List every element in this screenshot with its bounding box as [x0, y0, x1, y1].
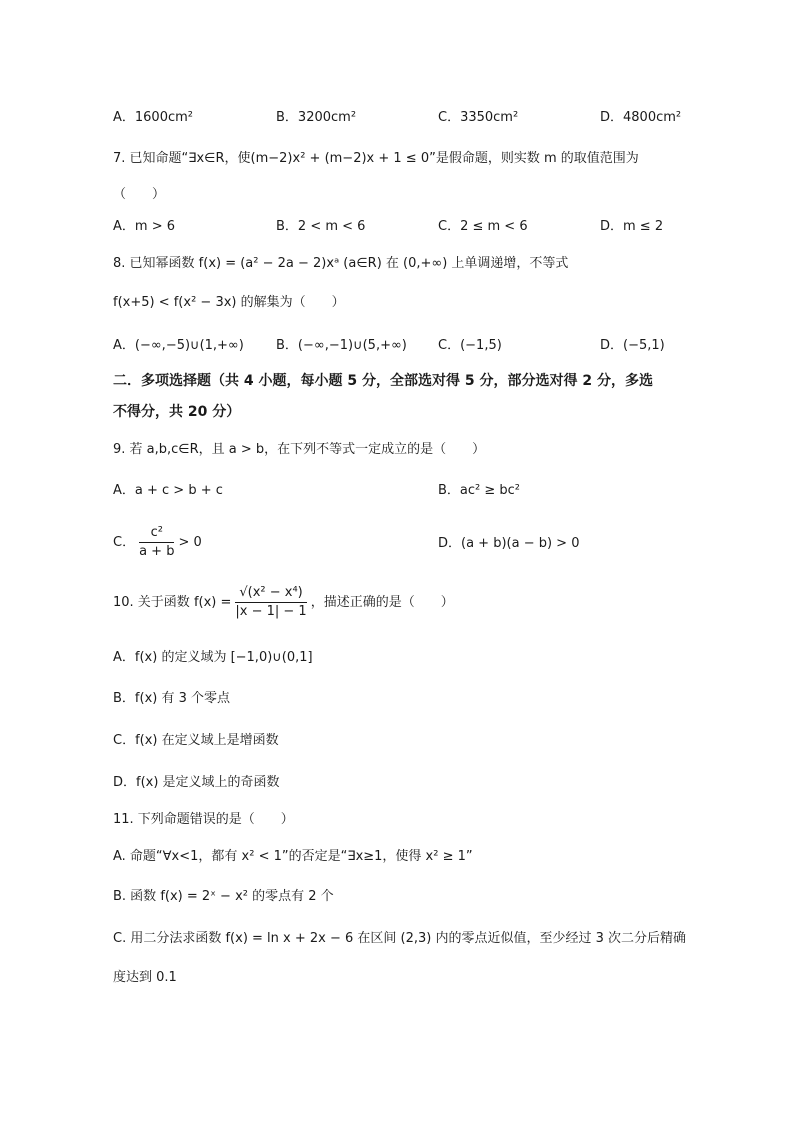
- q9-option-d: D．(a + b)(a − b) > 0: [438, 536, 580, 551]
- q7-option-b: B．2 < m < 6: [276, 219, 366, 234]
- q10-suffix: ，描述正确的是（ ）: [310, 595, 454, 610]
- q9-option-a: A．a + c > b + c: [113, 483, 223, 498]
- q11-option-a: A. 命题“∀x<1，都有 x² < 1”的否定是“∃x≥1，使得 x² ≥ 1”: [113, 849, 473, 864]
- q9-option-c: [113, 524, 202, 561]
- q9-option-c-label: C．: [113, 535, 136, 550]
- q8-option-c: C．(−1,5): [438, 338, 502, 353]
- q11-option-b: B. 函数 f(x) = 2ˣ − x² 的零点有 2 个: [113, 889, 334, 904]
- q8-stem-continued: f(x+5) < f(x² − 3x) 的解集为（ ）: [113, 295, 345, 310]
- q9-option-c-rest: > 0: [178, 535, 202, 550]
- q6-option-a: A．1600cm²: [113, 110, 193, 125]
- q11-option-c: C. 用二分法求函数 f(x) = ln x + 2x − 6 在区间 (2,3) 内的零点近似值，至少经过 3 次二分后精确: [113, 931, 687, 946]
- q8-option-b: B．(−∞,−1)∪(5,+∞): [276, 338, 407, 353]
- q10-option-a: A．f(x) 的定义域为 [−1,0)∪(0,1]: [113, 650, 313, 665]
- section2-heading-line2: 不得分，共 20 分）: [113, 404, 241, 420]
- q10-option-c: C．f(x) 在定义域上是增函数: [113, 733, 279, 748]
- q8-option-d: D．(−5,1): [600, 338, 665, 353]
- q9-option-c-numerator: c²: [139, 524, 174, 543]
- q9-option-b: B．ac² ≥ bc²: [438, 483, 521, 498]
- q11-option-c-continued: 度达到 0.1: [113, 970, 177, 985]
- section2-heading-line1: 二．多项选择题（共 4 小题，每小题 5 分，全部选对得 5 分，部分选对得 2 分，多选: [113, 373, 653, 389]
- q7-option-a: A．m > 6: [113, 219, 175, 234]
- q7-stem: 7. 已知命题“∃x∈R，使(m−2)x² + (m−2)x + 1 ≤ 0”是假命题，则实数 m 的取值范围为: [113, 151, 639, 166]
- q8-stem: 8. 已知幂函数 f(x) = (a² − 2a − 2)xᵃ (a∈R) 在 (0,+∞) 上单调递增，不等式: [113, 256, 569, 271]
- q7-option-c: C．2 ≤ m < 6: [438, 219, 528, 234]
- q10-denominator: |x − 1| − 1: [235, 604, 307, 619]
- q10-stem: [113, 584, 454, 621]
- q9-option-c-denominator: a + b: [139, 544, 175, 559]
- q8-option-a: A．(−∞,−5)∪(1,+∞): [113, 338, 244, 353]
- q10-prefix: 10. 关于函数 f(x) =: [113, 595, 232, 610]
- q6-option-b: B．3200cm²: [276, 110, 357, 125]
- q6-option-d: D．4800cm²: [600, 110, 682, 125]
- q10-option-d: D．f(x) 是定义域上的奇函数: [113, 775, 280, 790]
- q7-option-d: D．m ≤ 2: [600, 219, 664, 234]
- q9-stem: 9. 若 a,b,c∈R，且 a > b，在下列不等式一定成立的是（ ）: [113, 442, 486, 457]
- q10-option-b: B．f(x) 有 3 个零点: [113, 691, 231, 706]
- q7-answer-paren: （ ）: [113, 187, 166, 202]
- q10-fraction: [235, 584, 306, 621]
- q9-option-c-fraction: [139, 524, 174, 561]
- q11-stem: 11. 下列命题错误的是（ ）: [113, 812, 294, 827]
- q10-numerator: √(x² − x⁴): [235, 584, 306, 603]
- q6-option-c: C．3350cm²: [438, 110, 519, 125]
